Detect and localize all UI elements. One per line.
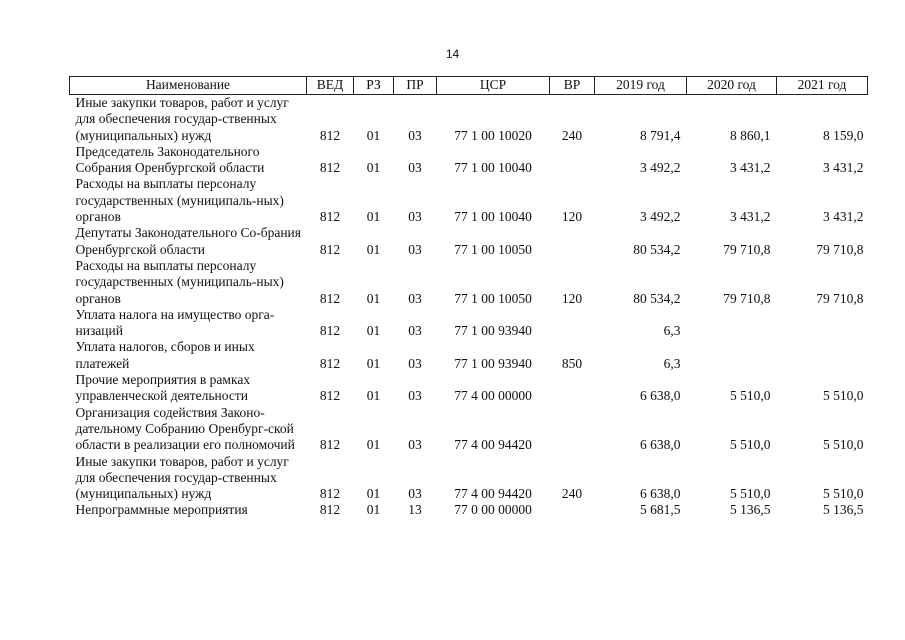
row-name: Расходы на выплаты персоналу государственных (муниципаль-ных) органов	[75, 176, 284, 225]
row-rz: 01	[366, 323, 381, 339]
row-value-2021: 5 510,0	[823, 437, 864, 453]
table-row	[70, 502, 868, 518]
row-vr: 120	[561, 209, 583, 225]
row-value-2019: 8 791,4	[640, 127, 681, 143]
row-name: Председатель Законодательного Собрания Оренбургской области	[75, 143, 265, 176]
row-vr: 240	[561, 127, 583, 143]
row-value-2020: 5 510,0	[730, 437, 771, 453]
row-csr: 77 4 00 94420	[454, 486, 532, 502]
row-csr: 77 1 00 10050	[454, 241, 532, 257]
row-value-2021: 3 431,2	[823, 209, 864, 225]
row-ved: 812	[319, 355, 341, 371]
row-name: Уплата налога на имущество орга-низаций	[75, 306, 275, 339]
row-value-2019: 3 492,2	[640, 160, 681, 176]
row-csr: 77 1 00 10020	[454, 127, 532, 143]
row-pr: 03	[408, 323, 422, 339]
row-rz: 01	[366, 209, 381, 225]
row-value-2019: 80 534,2	[633, 241, 681, 257]
row-value-2020: 79 710,8	[723, 290, 771, 306]
row-ved: 812	[319, 437, 341, 453]
row-rz: 01	[366, 388, 381, 404]
row-ved: 812	[319, 486, 341, 502]
table-row	[70, 176, 868, 225]
row-value-2021: 79 710,8	[816, 241, 864, 257]
header-ved: ВЕД	[307, 77, 354, 95]
row-value-2019: 6,3	[663, 323, 681, 339]
row-rz: 01	[366, 160, 381, 176]
header-2020: 2020 год	[687, 77, 777, 95]
row-rz: 01	[366, 486, 381, 502]
table-row	[70, 144, 868, 177]
row-value-2020: 5 510,0	[730, 486, 771, 502]
row-name: Иные закупки товаров, работ и услуг для обеспечения государ-ственных (муниципальных) нужд	[75, 453, 289, 502]
row-ved: 812	[319, 388, 341, 404]
row-ved: 812	[319, 502, 341, 518]
row-value-2020: 3 431,2	[730, 160, 771, 176]
table-row	[70, 339, 868, 372]
budget-table	[69, 76, 868, 519]
row-ved: 812	[319, 160, 341, 176]
row-value-2019: 6 638,0	[640, 486, 681, 502]
row-pr: 03	[408, 160, 422, 176]
row-pr: 03	[408, 290, 422, 306]
row-vr	[550, 225, 595, 258]
row-value-2020: 8 860,1	[730, 127, 771, 143]
header-name: Наименование	[70, 77, 307, 95]
row-value-2020	[687, 307, 777, 340]
row-pr: 03	[408, 209, 422, 225]
row-ved: 812	[319, 209, 341, 225]
header-vr: ВР	[550, 77, 595, 95]
row-vr: 240	[561, 486, 583, 502]
row-name: Непрограммные мероприятия	[75, 502, 248, 518]
row-value-2019: 6 638,0	[640, 388, 681, 404]
header-2021: 2021 год	[777, 77, 868, 95]
row-vr: 850	[561, 355, 583, 371]
row-value-2021: 5 510,0	[823, 388, 864, 404]
row-name: Депутаты Законодательного Со-брания Оренбургской области	[75, 225, 301, 257]
row-value-2019: 5 681,5	[640, 502, 681, 518]
row-vr	[550, 307, 595, 340]
table-header-row	[70, 77, 868, 95]
row-value-2019: 6 638,0	[640, 437, 681, 453]
row-rz: 01	[366, 437, 381, 453]
row-value-2020: 79 710,8	[723, 241, 771, 257]
header-2019: 2019 год	[595, 77, 687, 95]
row-value-2021: 5 136,5	[823, 502, 864, 518]
header-csr: ЦСР	[437, 77, 550, 95]
row-pr: 03	[408, 437, 422, 453]
table-body	[70, 95, 868, 519]
row-value-2021: 79 710,8	[816, 290, 864, 306]
row-value-2019: 3 492,2	[640, 209, 681, 225]
row-pr: 03	[408, 486, 422, 502]
table-row	[70, 307, 868, 340]
row-csr: 77 1 00 93940	[454, 323, 532, 339]
row-vr	[550, 405, 595, 454]
row-csr: 77 1 00 93940	[454, 355, 532, 371]
row-rz: 01	[366, 355, 381, 371]
row-pr: 03	[408, 388, 422, 404]
row-value-2019: 6,3	[663, 355, 681, 371]
row-pr: 03	[408, 355, 422, 371]
table-row	[70, 405, 868, 454]
row-csr: 77 1 00 10050	[454, 290, 532, 306]
row-pr: 13	[408, 502, 422, 518]
row-value-2020: 5 136,5	[730, 502, 771, 518]
header-pr: ПР	[394, 77, 437, 95]
row-value-2020: 3 431,2	[730, 209, 771, 225]
row-value-2021: 8 159,0	[823, 127, 864, 143]
page-number: 14	[445, 47, 460, 61]
row-vr: 120	[561, 290, 583, 306]
row-csr: 77 0 00 00000	[454, 502, 532, 518]
header-rz: РЗ	[354, 77, 394, 95]
row-csr: 77 1 00 10040	[454, 160, 532, 176]
row-csr: 77 4 00 00000	[454, 388, 532, 404]
table-row	[70, 454, 868, 503]
row-rz: 01	[366, 241, 381, 257]
row-value-2019: 80 534,2	[633, 290, 681, 306]
row-ved: 812	[319, 323, 341, 339]
row-pr: 03	[408, 241, 422, 257]
row-csr: 77 4 00 94420	[454, 437, 532, 453]
table-row	[70, 95, 868, 144]
row-name: Расходы на выплаты персоналу государственных (муниципаль-ных) органов	[75, 257, 284, 306]
row-ved: 812	[319, 290, 341, 306]
row-value-2021	[777, 339, 868, 372]
row-vr	[550, 502, 595, 518]
row-ved: 812	[319, 127, 341, 143]
row-pr: 03	[408, 127, 422, 143]
row-vr	[550, 372, 595, 405]
row-value-2021	[777, 307, 868, 340]
row-name: Организация содействия Законо-дательному Собранию Оренбург-ской области в реализации его полномочий	[75, 404, 295, 453]
row-name: Прочие мероприятия в рамках управленческой деятельности	[75, 372, 251, 404]
row-csr: 77 1 00 10040	[454, 209, 532, 225]
row-value-2020: 5 510,0	[730, 388, 771, 404]
row-rz: 01	[366, 502, 381, 518]
table-row	[70, 372, 868, 405]
row-name: Уплата налогов, сборов и иных платежей	[75, 339, 255, 371]
row-rz: 01	[366, 290, 381, 306]
table-row	[70, 225, 868, 258]
row-rz: 01	[366, 127, 381, 143]
row-name: Иные закупки товаров, работ и услуг для обеспечения государ-ственных (муниципальных) нужд	[75, 95, 289, 143]
row-ved: 812	[319, 241, 341, 257]
row-value-2021: 5 510,0	[823, 486, 864, 502]
row-value-2021: 3 431,2	[823, 160, 864, 176]
table-row	[70, 258, 868, 307]
row-vr	[550, 144, 595, 177]
row-value-2020	[687, 339, 777, 372]
